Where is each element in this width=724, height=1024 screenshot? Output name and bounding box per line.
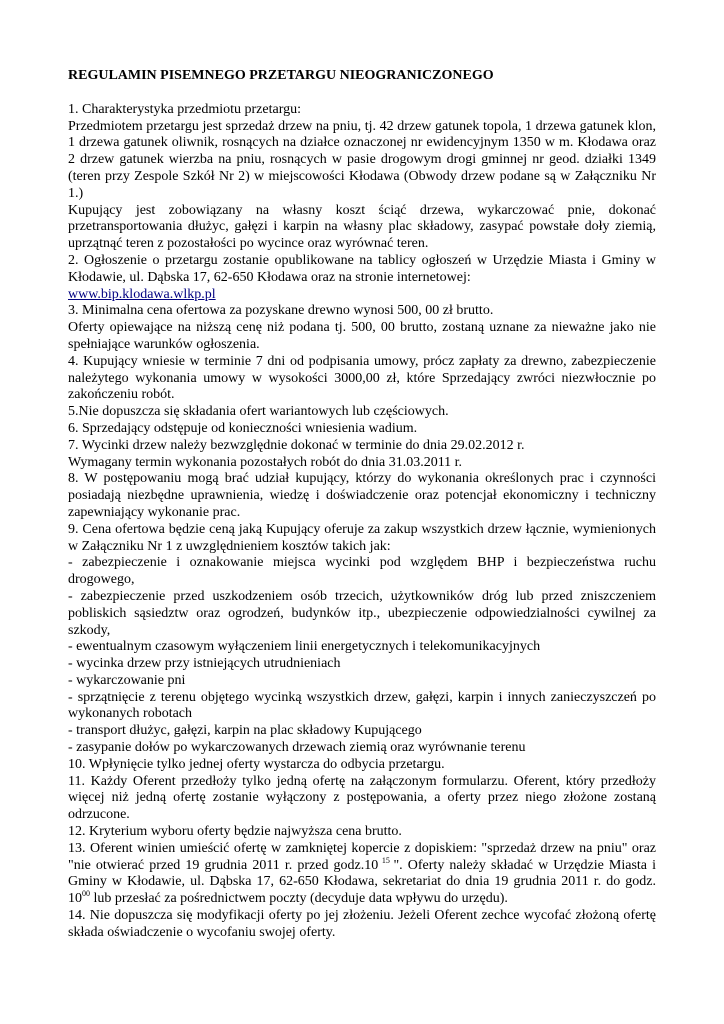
document-page [68,68,656,942]
document-title: REGULAMIN PISEMNEGO PRZETARGU NIEOGRANICZONEGO [68,68,494,83]
criterion-paragraph: 12. Kryterium wyboru oferty będzie najwyższa cena brutto. [68,824,402,840]
submission-text-2: ". Oferty należy składać w Urzędzie Miasta i Gminy w Kłodawie, ul. Dąbska 17, 62-650 Kłodawa, sekretariat do dnia 19 grudnia 2011 r. do godz. 10 [68,857,656,907]
single-offer-paragraph: 10. Wpłynięcie tylko jednej oferty wystarcza do odbycia przetargu. [68,756,445,772]
website-link[interactable]: www.bip.klodawa.wlkp.pl [68,286,216,302]
cost-item-cleanup: - sprzątnięcie z terenu objętego wycinką wszystkich drzew, gałęzi, karpin i innych zanieczyszczeń po wykonanych robotach [68,689,656,722]
submission-paragraph [68,841,656,908]
subject-paragraph: Przedmiotem przetargu jest sprzedaż drzew na pniu, tj. 42 drzew gatunek topola, 1 drzewa gatunek klon, 1 drzewa gatunek oliwnik, rosnących na działce oznaczonej nr ewidencyjnym 1350 w m. Kłodawa oraz 2 drzew gatunek wierzba na pniu, rosnących w pasie drogowym drogi gminnej nr geod. działki 1349 (teren przy Zespole Szkół Nr 2) w miejscowości Kłodawa (Obwody drzew podane są w Załączniku Nr 1.) [68,118,656,201]
section-heading-1: 1. Charakterystyka przedmiotu przetargu: [68,101,301,117]
works-deadline-paragraph: Wymagany termin wykonania pozostałych robót do dnia 31.03.2011 r. [68,454,463,470]
submission-text-1: 13. Oferent winien umieścić ofertę w zamkniętej kopercie z dopiskiem: "sprzedaż drzew na pniu" oraz "nie otwierać przed 19 grudnia 2011 r. przed godz.10 [68,840,656,873]
cost-item-stumps: - wykarczowanie pni [68,672,186,688]
price-costs-paragraph: 9. Cena ofertowa będzie ceną jaką Kupujący oferuje za zakup wszystkich drzew łącznie, wymienionych w Załączniku Nr 1 z uwzględnieniem kosztów takich jak: [68,521,656,554]
security-deposit-paragraph: 4. Kupujący wniesie w terminie 7 dni od podpisania umowy, prócz zapłaty za drewno, zabezpieczenie należytego wykonania umowy w wysokości 3000,00 zł, które Sprzedający zwróci niezwłocznie po zakończeniu robót. [68,353,656,403]
minimum-price-paragraph: 3. Minimalna cena ofertowa za pozyskane drewno wynosi 500, 00 zł brutto. [68,303,494,319]
cost-item-bhp: - zabezpieczenie i oznakowanie miejsca wycinki pod względem BHP i bezpieczeństwa ruchu drogowego, [68,555,656,588]
cost-item-power-lines: - ewentualnym czasowym wyłączeniem linii energetycznych i telekomunikacyjnych [68,639,541,655]
submission-superscript-1: 15 [378,855,394,865]
cost-item-protection: - zabezpieczenie przed uszkodzeniem osób trzecich, użytkowników dróg lub przed zniszczeniem pobliskich sąsiedztw oraz ogrodzeń, budynków itp., ubezpieczenie odpowiedzialności cywilnej za szkody, [68,588,656,638]
variant-offers-paragraph: 5.Nie dopuszcza się składania ofert wariantowych lub częściowych. [68,404,449,420]
announcement-paragraph: 2. Ogłoszenie o przetargu zostanie opublikowane na tablicy ogłoszeń w Urzędzie Miasta i Gminy w Kłodawie, ul. Dąbska 17, 62-650 Kłodawa oraz na stronie internetowej: [68,252,656,285]
submission-text-3: lub przesłać za pośrednictwem poczty (decyduje data wpływu do urzędu). [90,891,508,907]
cost-item-cutting: - wycinka drzew przy istniejących utrudnieniach [68,656,341,672]
cost-item-backfill: - zasypanie dołów po wykarczowanych drzewach ziemią oraz wyrównanie terenu [68,740,526,756]
wadium-paragraph: 6. Sprzedający odstępuje od konieczności wniesienia wadium. [68,420,418,436]
spacer [68,85,656,102]
lower-offers-paragraph: Oferty opiewające na niższą cenę niż podana tj. 500, 00 brutto, zostaną uznane za nieważne jako nie spełniające warunków ogłoszenia. [68,320,656,352]
cost-item-transport: - transport dłużyc, gałęzi, karpin na plac składowy Kupującego [68,723,422,739]
submission-superscript-2: 00 [82,889,90,899]
website-link-line [68,287,656,304]
eligibility-paragraph: 8. W postępowaniu mogą brać udział kupujący, którzy do wykonania określonych prac i czynności posiadają niezbędne uprawnienia, wiedzę i doświadczenie oraz potencjał ekonomiczny i techniczny zapewniający wykonanie prac. [68,471,656,520]
cutting-deadline-paragraph: 7. Wycinki drzew należy bezwzględnie dokonać w terminie do dnia 29.02.2012 r. [68,437,525,453]
modification-paragraph: 14. Nie dopuszcza się modyfikacji oferty po jej złożeniu. Jeżeli Oferent zechce wycofać złożoną ofertę składa oświadczenie o wycofaniu swojej oferty. [68,908,656,940]
one-offer-rule-paragraph: 11. Każdy Oferent przedłoży tylko jedną ofertę na załączonym formularzu. Oferent, który przedłoży więcej niż jedną ofertę zostanie wyłączony z postępowania, a oferty przez niego złożone zostaną odrzucone. [68,773,656,823]
buyer-obligations-paragraph: Kupujący jest zobowiązany na własny koszt ściąć drzewa, wykarczować pnie, dokonać przetransportowania dłużyc, gałęzi i karpin na własny plac składowy, zasypać powstałe doły ziemią, uprzątnąć teren z pozostałości po wycince oraz wyrównać teren. [68,202,656,252]
